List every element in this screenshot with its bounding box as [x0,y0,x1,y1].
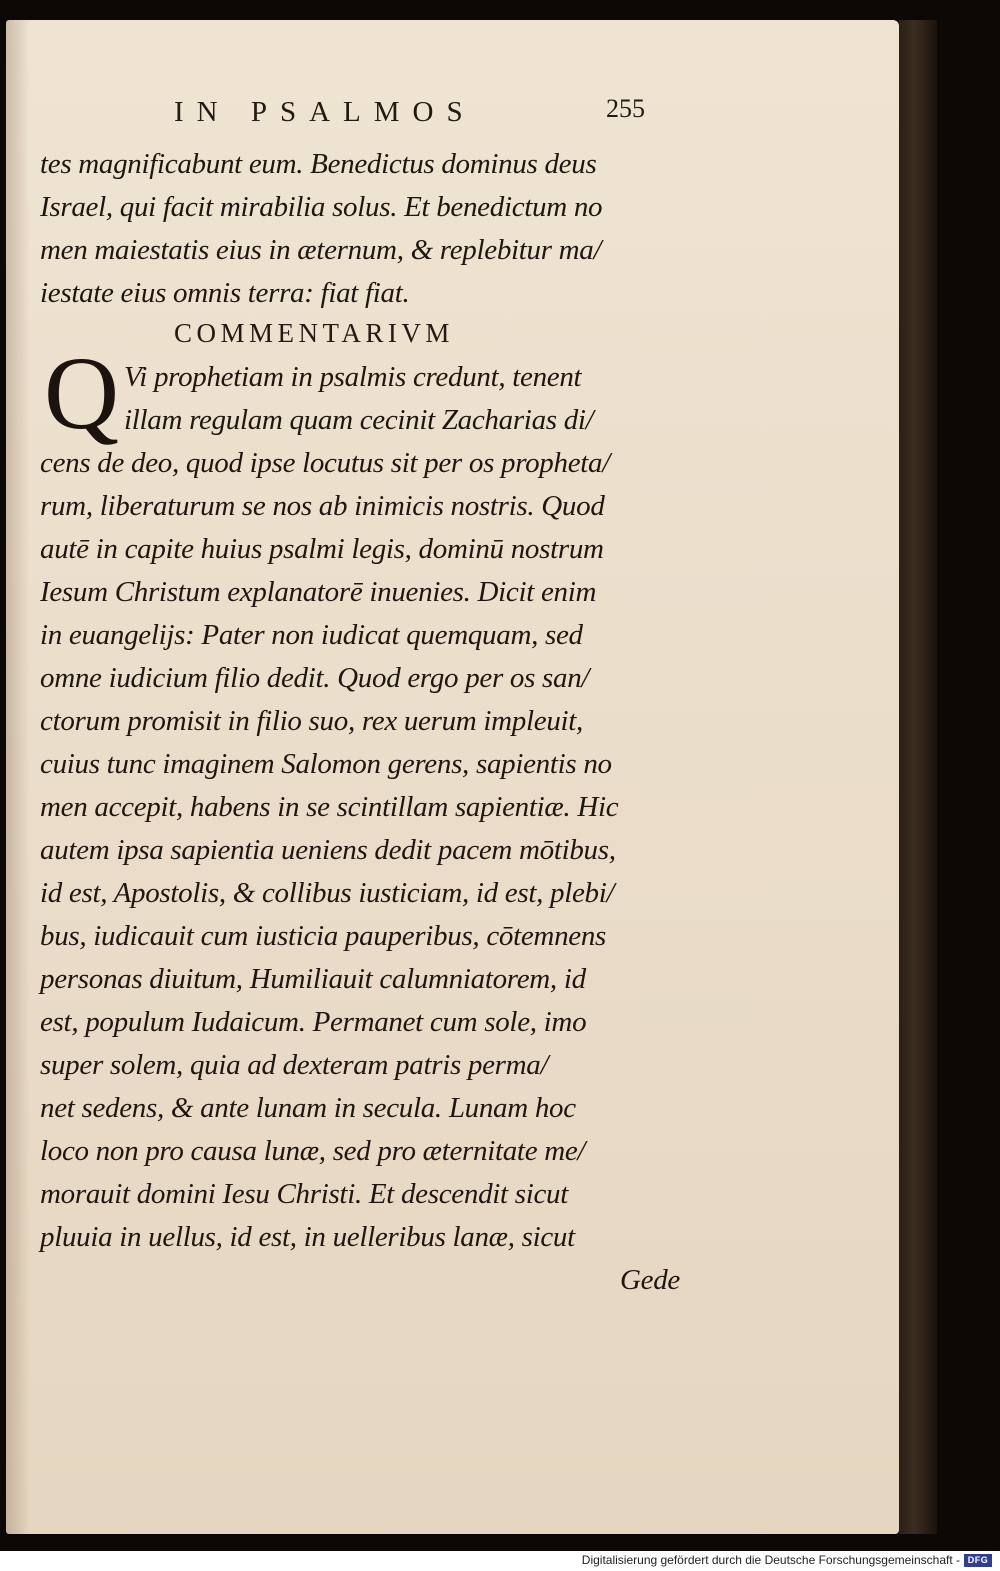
commentary-line: autem ipsa sapientia ueniens dedit pacem mōtibus, [40,834,616,866]
drop-cap-letter: Q [44,336,120,451]
commentary-line: men accepit, habens in se scintillam sapientiæ. Hic [40,791,619,823]
commentary-line: est, populum Iudaicum. Permanet cum sole, imo [40,1006,587,1038]
commentary-line: rum, liberaturum se nos ab inimicis nostris. Quod [40,490,605,522]
commentary-line: omne iudicium filio dedit. Quod ergo per os san/ [40,662,590,694]
commentary-line: id est, Apostolis, & collibus iusticiam, id est, plebi/ [40,877,615,909]
dfg-logo: DFG [964,1554,992,1567]
psalm-line: iestate eius omnis terra: fiat fiat. [40,277,410,309]
funding-credit: Digitalisierung gefördert durch die Deutsche Forschungsgemeinschaft - [581,1553,960,1567]
commentary-line: super solem, quia ad dexteram patris perma/ [40,1049,549,1081]
commentary-line: cuius tunc imaginem Salomon gerens, sapientis no [40,748,612,780]
commentary-line: cens de deo, quod ipse locutus sit per os propheta/ [40,447,610,479]
page-header [174,96,674,136]
book-fore-edge [899,20,937,1534]
commentary-line: net sedens, & ante lunam in secula. Lunam hoc [40,1092,576,1124]
commentary-line: loco non pro causa lunæ, sed pro æternitate me/ [40,1135,586,1167]
psalm-line: tes magnificabunt eum. Benedictus dominus deus [40,148,597,180]
commentary-line: Vi prophetiam in psalmis credunt, tenent [124,361,582,393]
page-number: 255 [606,94,645,123]
drop-cap-initial [40,336,128,451]
commentary-line: pluuia in uellus, id est, in uelleribus lanæ, sicut [40,1221,575,1253]
commentary-line: personas diuitum, Humiliauit calumniatorem, id [40,963,586,995]
commentary-line: Iesum Christum explanatorē inuenies. Dicit enim [40,576,597,608]
catchword: Gede [620,1264,680,1296]
psalm-line: men maiestatis eius in æternum, & replebitur ma/ [40,234,602,266]
commentary-line: autē in capite huius psalmi legis, dominū nostrum [40,533,604,565]
commentary-text [40,336,680,1302]
digitization-footer [0,1551,1000,1571]
section-heading: COMMENTARIVM [174,318,454,348]
commentary-line: illam regulam quam cecinit Zacharias di/ [124,404,594,436]
commentary-line: bus, iudicauit cum iusticia pauperibus, cōtemnens [40,920,607,952]
commentary-line: ctorum promisit in filio suo, rex uerum impleuit, [40,705,583,737]
commentary-line: morauit domini Iesu Christi. Et descendit sicut [40,1178,569,1210]
commentary-line: in euangelijs: Pater non iudicat quemquam, sed [40,619,583,651]
running-title: IN PSALMOS [174,96,476,128]
psalm-text [40,143,680,315]
psalm-line: Israel, qui facit mirabilia solus. Et benedictum no [40,191,603,223]
